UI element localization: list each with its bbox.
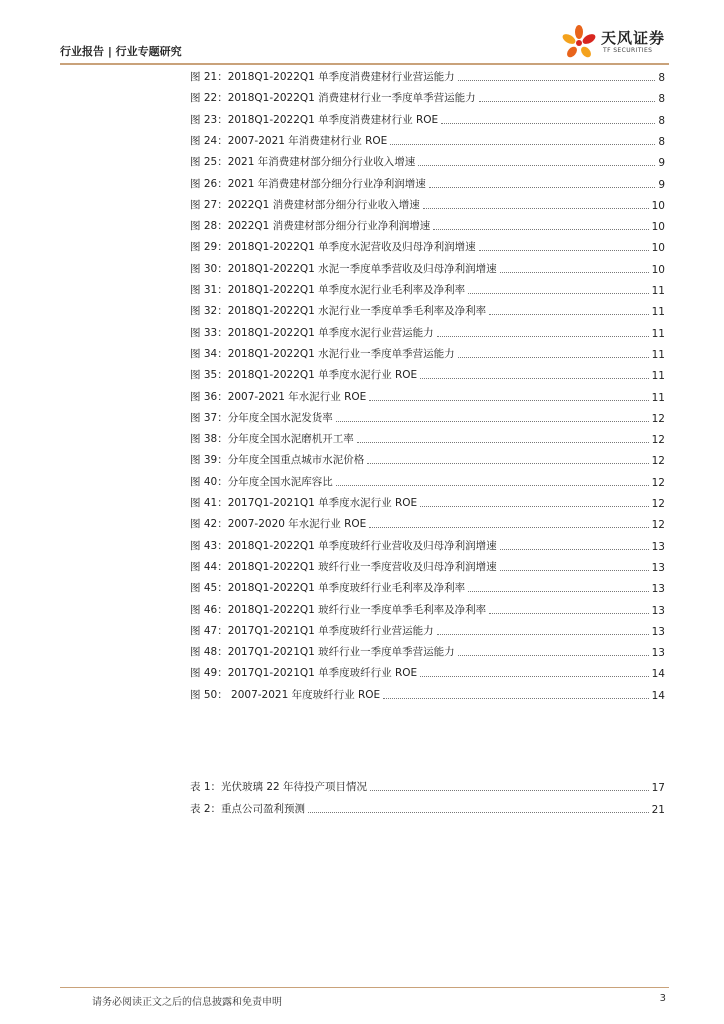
toc-entry-title: 图 45：2018Q1-2022Q1 单季度玻纤行业毛利率及净利率: [190, 582, 466, 595]
toc-entry-page: 13: [651, 561, 665, 574]
toc-leader-dots: [336, 421, 649, 422]
toc-entry[interactable]: [190, 409, 665, 425]
toc-entry-title: 图 24：2007-2021 年消费建材行业 ROE: [190, 134, 388, 147]
toc-entry-page: 17: [651, 782, 665, 794]
toc-entry-page: 13: [651, 583, 665, 596]
toc-entry-page: 12: [651, 498, 665, 510]
toc-entry[interactable]: [190, 111, 665, 127]
toc-entry-page: 13: [651, 625, 665, 638]
toc-entry-title: 图 29：2018Q1-2022Q1 单季度水泥营收及归母净利润增速: [190, 241, 476, 254]
toc-entry-title: 图 44：2018Q1-2022Q1 玻纤行业一季度营收及归母净利润增速: [190, 560, 497, 573]
toc-entry-page: 11: [651, 370, 665, 383]
toc-entry[interactable]: [190, 281, 665, 297]
toc-entry-title: 图 26：2021 年消费建材部分细分行业净利润增速: [190, 177, 426, 190]
toc-entry-title: 图 49：2017Q1-2021Q1 单季度玻纤行业 ROE: [190, 667, 418, 680]
toc-leader-dots: [429, 187, 656, 188]
toc-leader-dots: [433, 229, 648, 230]
toc-entry[interactable]: [190, 260, 665, 276]
toc-entry-page: 9: [658, 178, 665, 191]
toc-entry[interactable]: [190, 664, 665, 680]
toc-leader-dots: [308, 812, 649, 813]
toc-entry-page: 13: [651, 604, 665, 617]
toc-leader-dots: [336, 485, 649, 486]
toc-leader-dots: [479, 250, 649, 251]
toc-entry[interactable]: [190, 451, 665, 467]
toc-leader-dots: [500, 272, 649, 273]
toc-entry-page: 10: [651, 221, 665, 234]
toc-entry[interactable]: [190, 68, 665, 84]
toc-leader-dots: [458, 80, 656, 81]
toc-entry-page: 14: [651, 668, 665, 681]
toc-entry[interactable]: [190, 217, 665, 233]
header-divider: [60, 63, 669, 65]
toc-entry-page: 11: [651, 285, 665, 297]
toc-entry[interactable]: [190, 558, 665, 574]
toc-entry[interactable]: [190, 132, 665, 148]
toc-leader-dots: [357, 442, 649, 443]
toc-leader-dots: [500, 570, 649, 571]
breadcrumb: 行业报告 | 行业专题研究: [60, 45, 182, 58]
toc-entry-title: 表 1：光伏玻璃 22 年待投产项目情况: [190, 781, 368, 793]
company-logo: [559, 23, 669, 67]
toc-entry-page: 8: [658, 93, 665, 106]
toc-entry[interactable]: [190, 494, 665, 510]
toc-entry[interactable]: [190, 302, 665, 318]
toc-leader-dots: [441, 123, 655, 124]
logo-text-cn: 天风证券: [601, 29, 666, 47]
toc-entry-page: 12: [651, 412, 665, 425]
toc-entry[interactable]: [190, 643, 665, 659]
toc-entry-title: 图 38：分年度全国水泥磨机开工率: [190, 433, 354, 446]
toc-entry-title: 图 28：2022Q1 消费建材部分细分行业净利润增速: [190, 220, 431, 233]
toc-entry-title: 图 42：2007-2020 年水泥行业 ROE: [190, 518, 367, 531]
toc-entry[interactable]: [190, 473, 665, 489]
toc-leader-dots: [390, 144, 655, 145]
toc-leader-dots: [468, 591, 648, 592]
toc-entry-title: 表 2：重点公司盈利预测: [190, 803, 306, 815]
toc-entry[interactable]: [190, 579, 665, 595]
toc-leader-dots: [369, 527, 648, 528]
toc-entry[interactable]: [190, 196, 665, 212]
toc-entry[interactable]: [190, 366, 665, 382]
toc-entry[interactable]: [190, 175, 665, 191]
toc-entry-title: 图 34：2018Q1-2022Q1 水泥行业一季度单季营运能力: [190, 347, 455, 360]
toc-leader-dots: [458, 357, 649, 358]
toc-entry-page: 13: [651, 647, 665, 660]
toc-entry-page: 11: [651, 391, 665, 404]
toc-entry-title: 图 48：2017Q1-2021Q1 玻纤行业一季度单季营运能力: [190, 646, 455, 659]
toc-leader-dots: [468, 293, 648, 294]
toc-entry[interactable]: [190, 153, 665, 169]
toc-leader-dots: [420, 506, 648, 507]
toc-leader-dots: [458, 655, 649, 656]
toc-entry-title: 图 37：分年度全国水泥发货率: [190, 411, 333, 424]
toc-entry-title: 图 31：2018Q1-2022Q1 单季度水泥行业毛利率及净利率: [190, 284, 466, 296]
toc-leader-dots: [383, 698, 648, 699]
toc-entry-title: 图 36：2007-2021 年水泥行业 ROE: [190, 390, 367, 403]
toc-entry[interactable]: [190, 345, 665, 361]
toc-entry-title: 图 27：2022Q1 消费建材部分细分行业收入增速: [190, 198, 420, 211]
toc-entry-page: 12: [651, 519, 665, 532]
toc-entry-page: 21: [651, 804, 665, 816]
toc-entry-title: 图 47：2017Q1-2021Q1 单季度玻纤行业营运能力: [190, 624, 434, 637]
toc-entry-page: 10: [651, 263, 665, 276]
toc-entry[interactable]: [190, 430, 665, 446]
toc-entry[interactable]: [190, 778, 665, 794]
toc-leader-dots: [437, 634, 649, 635]
toc-entry-page: 14: [651, 689, 665, 702]
toc-entry-page: 8: [658, 72, 665, 84]
toc-entry-page: 10: [651, 242, 665, 255]
toc-leader-dots: [500, 549, 649, 550]
toc-entry-title: 图 46：2018Q1-2022Q1 玻纤行业一季度单季毛利率及净利率: [190, 603, 487, 616]
toc-entry-title: 图 21：2018Q1-2022Q1 单季度消费建材行业营运能力: [190, 71, 455, 83]
toc-entry-title: 图 39：分年度全国重点城市水泥价格: [190, 454, 365, 467]
toc-leader-dots: [489, 314, 648, 315]
toc-entry[interactable]: [190, 622, 665, 638]
page-number: 3: [659, 993, 666, 1004]
toc-leader-dots: [367, 463, 648, 464]
toc-entry-title: 图 41：2017Q1-2021Q1 单季度水泥行业 ROE: [190, 497, 418, 509]
toc-entry[interactable]: [190, 89, 665, 105]
footer-disclaimer: 请务必阅读正文之后的信息披露和免责申明: [92, 997, 282, 1008]
toc-leader-dots: [420, 676, 648, 677]
toc-entry-page: 12: [651, 476, 665, 489]
toc-entry-title: 图 40：分年度全国水泥库容比: [190, 475, 333, 488]
toc-leader-dots: [489, 613, 648, 614]
toc-leader-dots: [423, 208, 649, 209]
toc-leader-dots: [369, 400, 648, 401]
flower-logo-icon: [559, 23, 599, 63]
toc-entry-page: 12: [651, 455, 665, 468]
toc-entry-page: 11: [651, 306, 665, 319]
footer-divider: [60, 987, 669, 988]
toc-entry-title: 图 22：2018Q1-2022Q1 消费建材行业一季度单季营运能力: [190, 92, 476, 105]
toc-entry[interactable]: [190, 515, 665, 531]
toc-entry-page: 11: [651, 327, 665, 340]
toc-entry[interactable]: [190, 238, 665, 254]
toc-entry[interactable]: [190, 800, 665, 816]
toc-entry-title: 图 32：2018Q1-2022Q1 水泥行业一季度单季毛利率及净利率: [190, 305, 487, 318]
toc-entry[interactable]: [190, 537, 665, 553]
toc-entry-title: 图 23：2018Q1-2022Q1 单季度消费建材行业 ROE: [190, 113, 439, 126]
toc-entry-page: 8: [658, 114, 665, 127]
logo-text-en: TF SECURITIES: [603, 47, 653, 54]
toc-entry[interactable]: [190, 324, 665, 340]
toc-entry-title: 图 50： 2007-2021 年度玻纤行业 ROE: [190, 688, 381, 701]
toc-entry-page: 8: [658, 135, 665, 148]
toc-entry-title: 图 43：2018Q1-2022Q1 单季度玻纤行业营收及归母净利润增速: [190, 539, 497, 552]
toc-entry-title: 图 30：2018Q1-2022Q1 水泥一季度单季营收及归母净利润增速: [190, 262, 497, 275]
toc-leader-dots: [370, 790, 649, 791]
toc-entry-title: 图 25：2021 年消费建材部分细分行业收入增速: [190, 156, 416, 169]
toc-entry[interactable]: [190, 601, 665, 617]
toc-entry-page: 9: [658, 157, 665, 170]
toc-entry[interactable]: [190, 388, 665, 404]
toc-entry-page: 13: [651, 540, 665, 553]
toc-leader-dots: [437, 336, 649, 337]
toc-entry[interactable]: [190, 686, 665, 702]
toc-entry-page: 11: [651, 348, 665, 361]
toc-entry-title: 图 35：2018Q1-2022Q1 单季度水泥行业 ROE: [190, 369, 418, 382]
toc-entry-page: 12: [651, 434, 665, 447]
toc-entry-page: 10: [651, 199, 665, 212]
toc-leader-dots: [479, 101, 656, 102]
toc-entry-title: 图 33：2018Q1-2022Q1 单季度水泥行业营运能力: [190, 326, 434, 339]
toc-leader-dots: [418, 165, 655, 166]
toc-leader-dots: [420, 378, 648, 379]
